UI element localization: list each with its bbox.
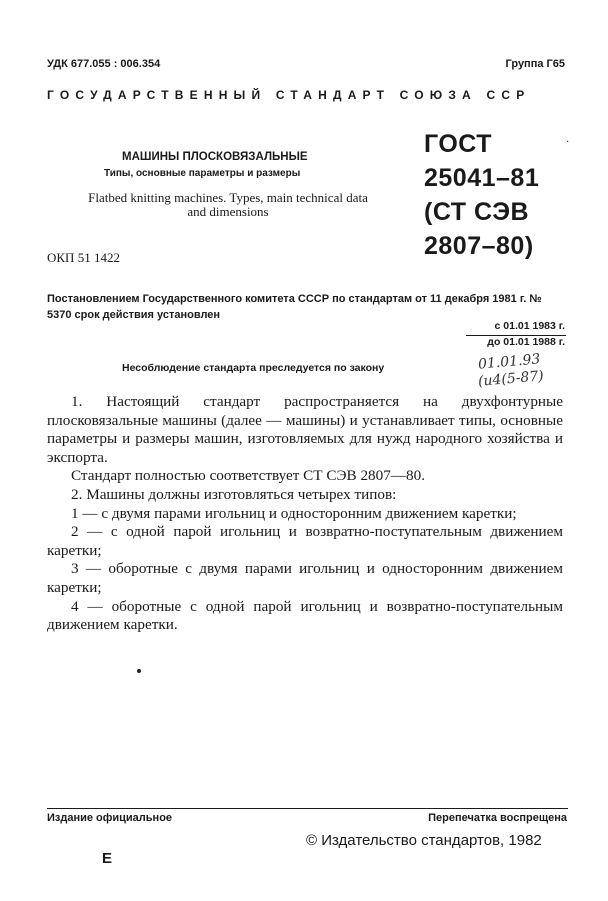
document-subtitle: Типы, основные параметры и размеры: [104, 168, 301, 179]
type-2-item: 2 — с одной парой игольниц и возвратно-поступательным движением каретки;: [47, 523, 563, 559]
enforcement-notice: Несоблюдение стандарта преследуется по закону: [122, 362, 385, 374]
udk-code: УДК 677.055 : 006.354: [47, 58, 161, 70]
english-title-line-2: and dimensions: [187, 204, 269, 219]
decree-text: Постановлением Государственного комитета СССР по стандартам от 11 декабря 1981 г. № 5370 срок действия установлен: [47, 293, 542, 321]
price-group-letter: Е: [102, 850, 113, 867]
type-4-item: 4 — оборотные с одной парой игольниц и возвратно-поступательным движением каретки.: [47, 597, 563, 634]
paragraph-2: Стандарт полностью соответствует СТ СЭВ 2807—80.: [71, 467, 426, 485]
publisher-copyright: © Издательство стандартов, 1982: [306, 832, 542, 849]
english-title-line-1: Flatbed knitting machines. Types, main technical data: [88, 190, 368, 205]
gost-number: 25041–81: [424, 164, 540, 192]
paragraph-3: 2. Машины должны изготовляться четырех типов:: [71, 485, 397, 503]
handwritten-note-2: (и4(5-87): [477, 368, 545, 390]
gost-label: ГОСТ: [424, 130, 492, 158]
type-3-item: 3 — оборотные с двумя парами игольниц и односторонним движением каретки;: [47, 560, 563, 596]
edition-label: Издание официальное: [47, 812, 173, 824]
body-text: [47, 393, 563, 635]
okp-code: ОКП 51 1422: [47, 250, 120, 265]
document-title: МАШИНЫ ПЛОСКОВЯЗАЛЬНЫЕ: [122, 151, 308, 163]
state-standard-title: ГОСУДАРСТВЕННЫЙ СТАНДАРТ СОЮЗА ССР: [47, 88, 531, 102]
date-from: с 01.01 1983 г.: [494, 320, 565, 332]
footer-rule: [47, 808, 568, 809]
date-to: до 01.01 1988 г.: [487, 336, 565, 348]
gost-number-block: [424, 127, 539, 263]
group-code: Группа Г65: [505, 58, 565, 70]
paragraph-1: 1. Настоящий стандарт распространяется на двухфонтурные плосковязальные машины (далее — машины) и устанавливает типы, основные параметры и размеры машин, изготовляемых для нужд народного хозяйства и экспорта.: [47, 393, 563, 466]
st-sev-number: 2807–80): [424, 232, 534, 260]
english-title: [48, 191, 408, 219]
st-sev-label: (СТ СЭВ: [424, 198, 530, 226]
handwritten-note-1: 01.01.93: [477, 351, 541, 373]
type-1-item: 1 — с двумя парами игольниц и односторонним движением каретки;: [71, 504, 517, 522]
scan-mark: ·: [566, 137, 570, 148]
reprint-notice: Перепечатка воспрещена: [428, 812, 567, 824]
scan-speck: [137, 669, 141, 673]
